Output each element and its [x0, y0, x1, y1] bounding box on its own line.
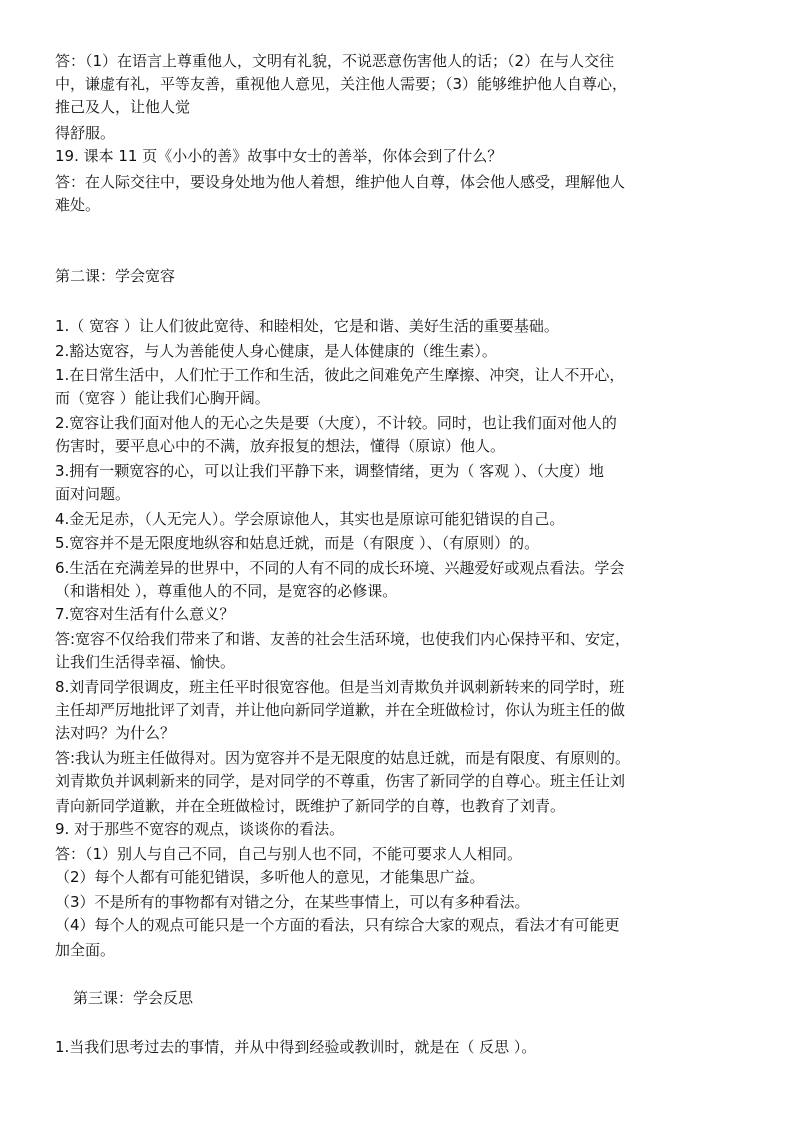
- text-line: （4）每个人的观点可能只是一个方面的看法，只有综合大家的观点，看法才有可能更: [55, 916, 620, 934]
- section-heading: 第三课：学会反思: [73, 989, 194, 1007]
- text-line: 2.宽容让我们面对他人的无心之失是要（大度），不计较。同时，也让我们面对他人的: [55, 414, 617, 432]
- text-line: （2）每个人都有可能犯错误，多听他人的意见，才能集思广益。: [55, 868, 485, 886]
- text-line: 6.生活在充满差异的世界中，不同的人有不同的成长环境、兴趣爱好或观点看法。学会: [55, 559, 625, 577]
- text-line: （和谐相处 ），尊重他人的不同，是宽容的必修课。: [55, 582, 398, 600]
- text-line: 1.在日常生活中，人们忙于工作和生活，彼此之间难免产生摩擦、冲突，让人不开心，: [55, 366, 625, 384]
- text-line: 面对问题。: [55, 485, 131, 503]
- text-line: 伤害时，要平息心中的不满，放弃报复的想法，懂得（原谅）他人。: [55, 437, 506, 455]
- text-line: 2.豁达宽容，与人为善能使人身心健康，是人体健康的（维生素）。: [55, 342, 497, 360]
- text-line: 中，谦虚有礼，平等友善，重视他人意见，关注他人需要；（3）能够维护他人自尊心，: [55, 75, 628, 93]
- text-line: 答：（1）别人与自己不同，自己与别人也不同，不能可要求人人相同。: [55, 845, 523, 863]
- text-line: 答：（1）在语言上尊重他人，文明有礼貌，不说恶意伤害他人的话；（2）在与人交往: [55, 52, 615, 70]
- text-line: 3.拥有一颗宽容的心，可以让我们平静下来，调整情绪，更为（ 客观 ）、（大度）地: [55, 462, 604, 480]
- text-line: 1.当我们思考过去的事情，并从中得到经验或教训时，就是在（ 反思 ）。: [55, 1038, 537, 1056]
- text-line: 1.（ 宽容 ）让人们彼此宽待、和睦相处，它是和谐、美好生活的重要基础。: [55, 317, 559, 335]
- question-line: 法对吗？为什么？: [55, 724, 176, 742]
- text-line: 刘青欺负并讽刺新来的同学，是对同学的不尊重，伤害了新同学的自尊心。班主任让刘: [55, 772, 626, 790]
- text-line: 让我们生活得幸福、愉快。: [55, 653, 236, 671]
- text-line: 难处。: [55, 196, 101, 214]
- question-line: 19. 课本 11 页《小小的善》故事中女士的善举，你体会到了什么？: [55, 147, 503, 165]
- text-line: 加全面。: [55, 941, 116, 959]
- text-line: 5.宽容并不是无限度地纵容和姑息迁就，而是（有限度 ）、（有原则）的。: [55, 534, 540, 552]
- question-line: 7.宽容对生活有什么意义？: [55, 605, 235, 623]
- text-line: 得舒服。: [55, 124, 116, 142]
- text-line: 推己及人，让他人觉: [55, 98, 191, 116]
- text-line: 答:我认为班主任做得对。因为宽容并不是无限度的姑息迁就，而是有限度、有原则的。: [55, 749, 631, 767]
- question-line: 8.刘青同学很调皮，班主任平时很宽容他。但是当刘青欺负并讽刺新转来的同学时，班: [55, 678, 625, 696]
- question-line: 9. 对于那些不宽容的观点，谈谈你的看法。: [55, 820, 345, 838]
- text-line: （3）不是所有的事物都有对错之分，在某些事情上，可以有多种看法。: [55, 893, 530, 911]
- text-line: 4.金无足赤，（人无完人）。学会原谅他人，其实也是原谅可能犯错误的自己。: [55, 510, 565, 528]
- text-line: 青向新同学道歉，并在全班做检讨，既维护了新同学的自尊，也教育了刘青。: [55, 797, 566, 815]
- text-line: 而（宽容 ）能让我们心胸开阔。: [55, 389, 270, 407]
- section-heading: 第二课：学会宽容: [55, 267, 176, 285]
- text-line: 答：在人际交往中，要设身处地为他人着想，维护他人自尊，体会他人感受，理解他人: [55, 173, 626, 191]
- text-line: 答:宽容不仅给我们带来了和谐、友善的社会生活环境，也使我们内心保持平和、安定，: [55, 630, 631, 648]
- question-line: 主任却严厉地批评了刘青，并让他向新同学道歉，并在全班做检讨，你认为班主任的做: [55, 701, 626, 719]
